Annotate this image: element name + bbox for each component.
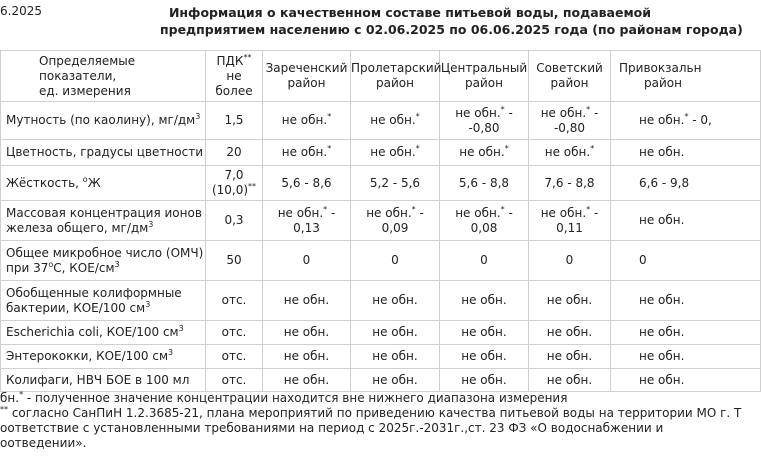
district-value-cell [440,102,529,140]
district-value-cell [529,140,611,166]
value-line2: 0,11 [556,220,583,235]
district-value-cell [529,166,611,201]
indicator-sup: 3 [168,348,174,357]
value-line1 [529,106,610,121]
value-text: 0 [565,253,574,267]
value-text: не обн. [461,325,507,339]
value-line1 [529,253,610,268]
value-line1 [263,293,350,308]
district-name: Привокзальн [619,61,702,75]
value-text: 0 [639,253,647,267]
header-district-1 [351,51,440,102]
district-value-cell [440,201,529,241]
value-line1 [351,349,439,364]
indicator-cell [1,369,206,392]
district-value-cell [611,345,761,369]
value-text: не обн. [283,349,330,363]
pdk-value: отс. [221,293,247,307]
pdk-value: отс. [221,325,247,339]
title-line-1: Информация о качественном составе питьевой воды, подаваемой [168,5,652,20]
header-district-2 [440,51,529,102]
value-text: не обн. [639,372,685,387]
value-line1 [351,325,439,340]
district-value-cell [440,241,529,281]
value-text: не обн. [540,105,587,120]
value-line1 [263,176,350,191]
pdk-alt [206,183,262,198]
value-line1 [440,176,528,191]
header-district-3 [529,51,611,102]
table-row [1,102,761,140]
pdk-alt-value: (10,0) [211,183,249,197]
value-sup: * [500,204,505,214]
value-line2: -0,80 [468,120,500,135]
indicator-line1 [6,349,205,364]
footnote-1-sup: * [19,390,24,399]
indicator-text: Общее микробное число (ОМЧ) [6,245,204,260]
district-word: район [287,76,326,90]
header-pdk [206,51,263,102]
value-text: не обн. [283,293,330,307]
value-line1 [440,293,528,308]
district-word: район [644,76,682,90]
district-value-cell [611,369,761,392]
indicator-cell [1,102,206,140]
district-value-cell [440,140,529,166]
value-text: не обн. [639,293,685,307]
header-pdk-sup: ** [243,52,252,62]
district-value-cell [529,369,611,392]
value-text: не обн. [639,325,685,339]
value-sup: * [327,144,332,153]
value-line1 [639,176,760,191]
district-value-cell [351,201,440,241]
pdk-value: 7,0 [224,168,244,182]
footnote-1-text: - полученное значение концентрации находится вне нижнего диапазона измерения [23,391,568,405]
district-value-cell [351,345,440,369]
indicator-sup: 3 [145,299,151,309]
value-text: не обн. [639,213,685,227]
district-value-cell [263,201,351,241]
pdk-cell [206,201,263,241]
district-value-cell [529,281,611,321]
value-line1 [440,206,528,221]
value-line1 [529,349,610,364]
indicator-text: бактерии, КОЕ/100 см [6,300,146,315]
value-text: не обн. [370,113,416,127]
district-value-cell [529,241,611,281]
value-extra: - [590,105,599,120]
indicator-line2 [6,301,205,316]
district-value-cell [263,345,351,369]
indicator-text: Мутность (по каолину), мг/дм [6,113,196,127]
header-district-4 [611,51,761,102]
district-value-cell [263,241,351,281]
value-text: не обн. [455,105,501,120]
pdk-cell [206,369,263,392]
indicator-line1 [6,325,205,340]
value-line1 [263,145,350,160]
value-text: не обн. [277,205,324,220]
water-quality-table [0,50,761,392]
indicator-line1 [6,176,205,191]
footnote-4: оотведении». [0,436,87,450]
pdk-value: 1,5 [224,113,244,127]
table-row [1,321,761,345]
indicator-line2 [6,221,205,236]
district-value-cell [263,166,351,201]
district-value-cell [351,102,440,140]
value-text: 0 [391,253,399,267]
value-text: не обн. [544,145,591,159]
value-text: не обн. [372,325,418,339]
value-line1 [263,325,350,340]
value-line2: 0,09 [381,220,409,235]
footnotes [0,391,741,451]
value-sup: * [415,144,420,153]
district-name: Пролетарский [351,61,442,75]
district-value-cell [440,166,529,201]
district-value-cell [611,201,761,241]
value-line1 [351,145,439,160]
pdk-cell [206,281,263,321]
indicator-line1 [6,145,205,160]
value-extra: - [415,205,424,220]
value-text: не обн. [281,145,328,159]
value-text: не обн. [370,145,416,159]
value-line1 [529,373,610,388]
indicator-line1 [6,373,205,388]
value-line1 [263,113,350,128]
indicator-cell [1,281,206,321]
indicator-line1 [6,206,205,221]
district-value-cell [529,345,611,369]
date-fragment: 6.2025 [0,4,42,18]
value-sup: * [586,104,591,114]
value-text: не обн. [639,113,685,127]
value-text: 5,2 - 5,6 [369,175,421,190]
district-value-cell [529,201,611,241]
footnote-3: оответствие с установленными требованиями на период с 2025г.-2031г.,ст. 23 ФЗ «О водоснабжении и [0,421,664,435]
district-value-cell [263,140,351,166]
value-line1 [440,145,528,160]
value-text: не обн. [546,293,593,307]
district-value-cell [263,102,351,140]
value-text: не обн. [372,349,418,363]
district-value-cell [611,281,761,321]
value-line1 [351,206,439,221]
value-text: не обн. [459,145,505,159]
value-extra: - [590,205,599,220]
indicator-sup: 3 [148,219,154,229]
value-line1 [440,349,528,364]
value-sup: * [504,144,509,153]
header-indicator-line1: Определяемые показатели, [39,53,136,83]
value-line1 [639,145,760,160]
value-text: не обн. [540,205,587,220]
value-text: не обн. [546,325,593,339]
pdk-value: отс. [221,349,247,363]
value-text: не обн. [461,349,507,363]
value-text: не обн. [461,293,507,307]
district-value-cell [611,140,761,166]
value-line1 [639,213,760,228]
value-line1 [263,253,350,268]
indicator-text: Escherichia coli, КОЕ/100 см [6,325,179,339]
value-line1 [351,373,439,388]
value-text: 0 [302,253,311,267]
value-line1 [440,325,528,340]
value-text: не обн. [546,372,593,387]
table-row [1,345,761,369]
value-sup: * [411,204,416,214]
indicator-cell [1,321,206,345]
value-line1 [529,325,610,340]
district-value-cell [263,281,351,321]
value-line1 [263,373,350,388]
value-extra: - [504,205,513,220]
pdk-value: 50 [226,253,242,267]
value-extra: - [504,105,513,120]
district-word: район [376,76,414,90]
value-text: не обн. [461,372,507,387]
district-value-cell [351,281,440,321]
value-sup: * [684,112,689,121]
pdk-cell [206,345,263,369]
value-text: 7,6 - 8,8 [544,175,595,190]
header-pdk-label: ПДК [216,53,244,68]
value-text: не обн. [639,145,685,159]
value-text: не обн. [455,205,501,220]
pdk-cell [206,166,263,201]
value-line2: -0,80 [553,120,586,135]
value-line2: 0,08 [470,220,498,235]
header-indicator-line2: ед. измерения [39,83,131,98]
pdk-alt-sup: ** [248,182,257,191]
header-district-0 [263,51,351,102]
pdk-value: 0,3 [224,213,244,227]
value-sup: * [586,204,591,214]
value-line1 [639,373,760,388]
value-line1 [639,325,760,340]
district-value-cell [263,321,351,345]
district-value-cell [440,321,529,345]
value-text: не обн. [283,325,330,339]
district-word: район [465,76,503,90]
district-value-cell [611,102,761,140]
district-name: Центральный [440,61,528,75]
value-text: 6,6 - 9,8 [639,175,690,190]
indicator-sup: 3 [178,324,184,333]
header-pdk-line2: не [226,68,242,83]
header-indicator [1,51,206,102]
table-row [1,281,761,321]
value-text: 5,6 - 8,6 [281,175,332,190]
footnote-2 [0,406,741,421]
footnote-1 [0,391,741,406]
indicator-sup: 3 [114,259,120,269]
district-word: район [550,76,589,90]
indicator-text: Массовая концентрация ионов [6,205,202,220]
value-text: не обн. [546,349,593,363]
pdk-value: отс. [221,372,247,387]
value-line1 [351,113,439,128]
district-value-cell [351,369,440,392]
pdk-cell [206,321,263,345]
value-text: не обн. [283,372,330,387]
indicator-sup: о [48,259,54,269]
district-value-cell [611,166,761,201]
indicator-text: железа общего, мг/дм [6,220,149,235]
value-extra: - 0, [688,113,712,127]
indicator-text: Цветность, градусы цветности [6,145,203,159]
indicator-cell [1,201,206,241]
value-line1 [529,293,610,308]
value-line1 [529,176,610,191]
district-value-cell [611,241,761,281]
value-sup: * [327,112,332,121]
value-text: не обн. [639,349,685,363]
district-value-cell [351,241,440,281]
district-value-cell [440,369,529,392]
value-line1 [440,253,528,268]
indicator-text-after: Ж [87,175,101,190]
indicator-text: при 37 [6,260,49,275]
header-pdk-line3: более [215,83,253,98]
value-sup: * [590,144,595,153]
district-value-cell [351,140,440,166]
table-row [1,166,761,201]
indicator-text: Обобщенные колиформные [6,285,182,300]
district-value-cell [440,345,529,369]
value-extra: - [327,205,336,220]
value-text: не обн. [372,372,418,387]
value-sup: * [500,104,505,114]
title-line-2: предприятием населению с 02.06.2025 по 06.06.2025 года (по районам города) [160,22,743,37]
indicator-sup: 3 [195,112,201,121]
footnote-1-prefix: бн. [0,391,20,405]
value-line1 [263,349,350,364]
value-text: 5,6 - 8,8 [458,175,510,190]
indicator-sup: о [82,174,88,184]
footnote-2-text: согласно СанПиН 1.2.3685-21, плана мероприятий по приведению качества питьевой воды на территории МО г. Т [8,406,742,420]
value-line1 [639,293,760,308]
indicator-text: Колифаги, НВЧ БОЕ в 100 мл [6,372,190,387]
value-text: не обн. [281,113,328,127]
value-sup: * [323,204,328,214]
indicator-text: Жёсткость, [6,175,83,190]
value-line1 [351,253,439,268]
indicator-line1 [6,113,205,128]
indicator-text-after: С, КОЕ/см [53,260,115,275]
value-sup: * [415,112,420,121]
indicator-cell [1,241,206,281]
value-line1 [529,206,610,221]
value-line1 [529,145,610,160]
value-line1 [639,349,760,364]
value-line1 [639,113,760,128]
indicator-line1 [6,246,205,261]
table-row [1,140,761,166]
pdk-cell [206,241,263,281]
value-line1 [440,373,528,388]
footnote-2-sup: ** [0,405,8,414]
value-line2: 0,13 [293,220,320,235]
district-value-cell [611,321,761,345]
indicator-cell [1,345,206,369]
table-row [1,369,761,392]
indicator-line1 [6,286,205,301]
value-text: не обн. [372,293,418,307]
indicator-line2 [6,261,205,276]
pdk-value: 20 [226,145,242,159]
district-value-cell [351,166,440,201]
district-value-cell [351,321,440,345]
pdk-cell [206,102,263,140]
table-row [1,241,761,281]
indicator-cell [1,166,206,201]
indicator-text: Энтерококки, КОЕ/100 см [6,349,169,363]
district-name: Зареченский [265,61,348,75]
value-line1 [263,206,350,221]
table-row [1,201,761,241]
district-name: Советский [536,61,603,75]
table-header-row [1,51,761,102]
page-title [160,4,743,38]
value-line1 [351,176,439,191]
pdk-cell [206,140,263,166]
value-line1 [440,106,528,121]
district-value-cell [263,369,351,392]
value-line1 [639,253,760,268]
value-text: 0 [480,253,488,267]
value-text: не обн. [366,205,412,220]
value-line1 [351,293,439,308]
district-value-cell [529,102,611,140]
district-value-cell [529,321,611,345]
indicator-cell [1,140,206,166]
district-value-cell [440,281,529,321]
